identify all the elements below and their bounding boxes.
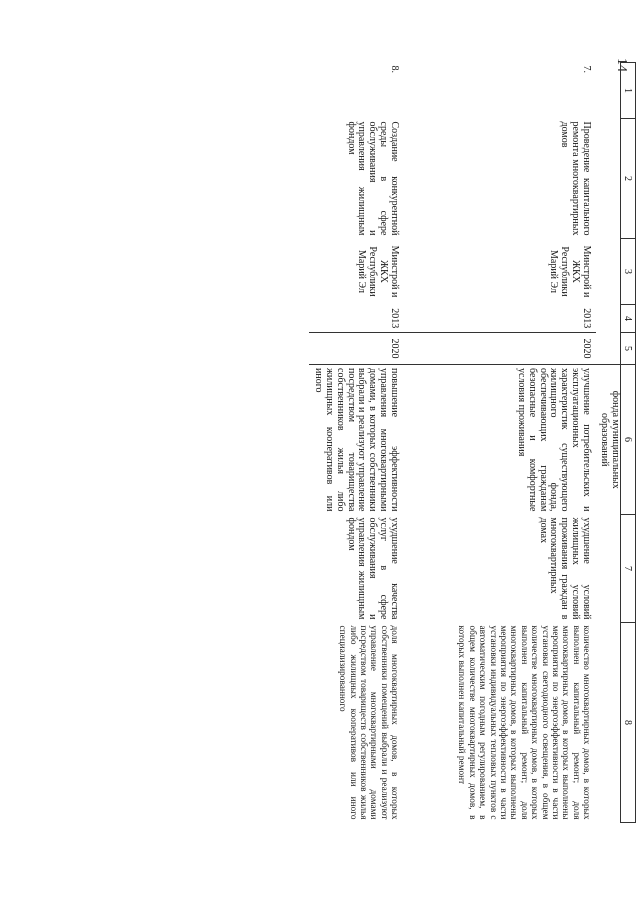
continuation-line-2: образований	[599, 412, 611, 467]
indicators: доля многоквартирных домов, в которых собственники помещений выбрали и реализуют управление многоквартирными домами посредством товариществ собственников жилья либо жилищных кооперативов или иного специализированного	[337, 625, 400, 820]
rotated-table-page	[116, 62, 636, 822]
start-year: 2013	[581, 308, 593, 329]
col-header-4: 4	[621, 305, 636, 333]
col-header-2: 2	[621, 119, 636, 239]
expected-result: повышение эффективности управления многоквартирными домами, в которых собственники выбрали и реализуют управление посредством товарищества собственников жилья либо жилищных кооперативов или иного	[309, 365, 404, 515]
start-year: 2013	[389, 308, 401, 329]
continuation-row	[596, 63, 620, 823]
col-header-1: 1	[621, 63, 636, 119]
non-implementation-consequence: ухудшение условий жилищных условий проживания граждан в многоквартирных домах	[537, 517, 593, 620]
header-row	[621, 63, 636, 823]
measure-name: Проведение капитального ремонта многоквартирных домов	[559, 121, 593, 236]
measures-table	[309, 62, 636, 823]
continuation-text	[596, 365, 620, 515]
continuation-line-1: фонда муниципальных	[610, 390, 621, 489]
executor: Минстрой и ЖКХ Республики Марий Эл	[548, 245, 593, 298]
end-year: 2020	[404, 333, 596, 365]
measure-name: Создание конкурентной среды в сфере обслуживания и управления жилищным фондом	[345, 121, 401, 236]
row-number: 7.	[581, 65, 593, 73]
page-number: 14	[614, 58, 629, 72]
col-header-5: 5	[621, 333, 636, 365]
table-row	[309, 63, 404, 823]
indicators: количество многоквартирных домов, в которых выполнен капитальный ремонт; доля многоквартирных домов, в которых выполнены мероприятия по энергоэффективности в части установки светодиодного освещения, в общем количестве многоквартирных домов, в которых выполнен капитальный ремонт; доля многоквартирных домов, в которых выполнены мероприятия по энергоэффективности в части установки индивидуальных тепловых пунктов с автоматическим погодным регулированием, в общем количестве многоквартирных домов, в которых выполнен капитальный ремонт	[456, 625, 592, 820]
col-header-3: 3	[621, 239, 636, 305]
col-header-6: 6	[621, 365, 636, 515]
non-implementation-consequence: ухудшение качества услуг в сфере обслуживания и управления жилищным фондом	[345, 517, 401, 620]
expected-result: улучшение потребительских и эксплуатационных характеристик существующего жилищного фонда, обеспечивающих гражданам безопасные и комфортные условия проживания	[404, 365, 596, 515]
end-year: 2020	[309, 333, 404, 365]
col-header-8: 8	[621, 623, 636, 823]
row-number: 8.	[389, 65, 401, 73]
executor: Минстрой и ЖКХ Республики Марий Эл	[356, 245, 401, 298]
table-row	[404, 63, 596, 823]
col-header-7: 7	[621, 515, 636, 623]
